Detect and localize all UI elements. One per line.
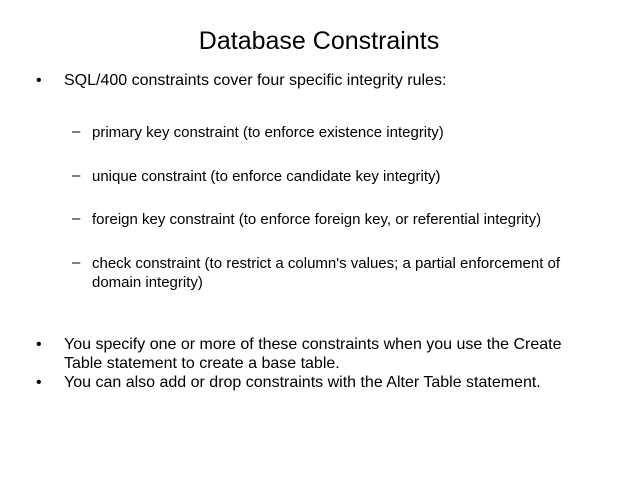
bullet-marker: • <box>36 374 42 391</box>
dash-marker: – <box>72 167 81 184</box>
slide-title: Database Constraints <box>198 27 440 55</box>
bottom-bullet-text: You can also add or drop constraints with the Alter Table statement. <box>64 374 541 391</box>
sub-item-foreign-key <box>72 210 602 230</box>
sub-item-text: unique constraint (to enforce candidate key integrity) <box>92 168 441 185</box>
sub-item-unique <box>72 167 602 187</box>
sub-item-text: foreign key constraint (to enforce foreign key, or referential integrity) <box>92 211 542 228</box>
sub-item-check <box>72 254 602 294</box>
bullet-marker: • <box>36 72 42 89</box>
sub-item-text: primary key constraint (to enforce existence integrity) <box>92 124 444 141</box>
bottom-bullet-text: You specify one or more of these constraints when you use the Create Table statement to create a base table. <box>64 336 562 372</box>
bullet-marker: • <box>36 336 42 353</box>
dash-marker: – <box>72 123 81 140</box>
sub-item-text: check constraint (to restrict a column's values; a partial enforcement of domain integrity) <box>92 255 561 291</box>
main-bullet-text: SQL/400 constraints cover four specific integrity rules: <box>64 72 447 89</box>
sub-item-primary-key <box>72 123 602 143</box>
dash-marker: – <box>72 254 81 271</box>
bottom-bullet-create-table <box>36 335 596 375</box>
bottom-bullet-alter-table <box>36 373 596 393</box>
main-bullet <box>36 71 596 91</box>
dash-marker: – <box>72 210 81 227</box>
